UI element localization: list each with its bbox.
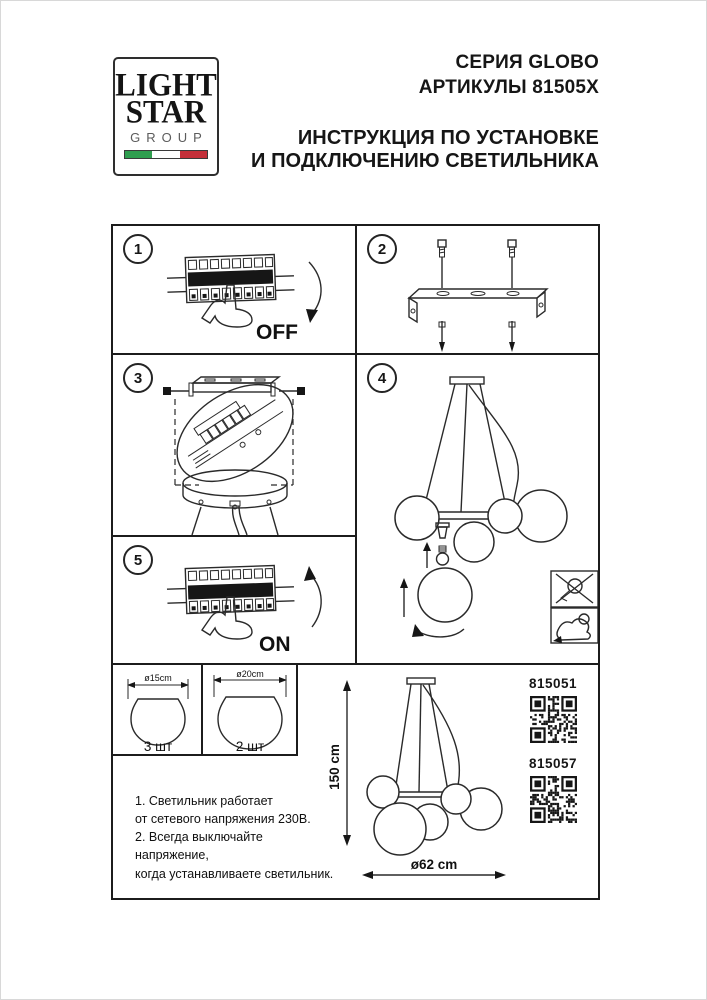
step-3-panel [113, 355, 355, 535]
globe-20cm-dim: ø20cm [236, 669, 264, 679]
canopy [183, 470, 287, 509]
suspension-and-wires [192, 506, 278, 535]
bulb-icon [437, 546, 449, 565]
screw-icon [438, 240, 516, 288]
articles-line: АРТИКУЛЫ 81505X [418, 77, 599, 98]
suspension-rods [423, 384, 518, 513]
step-4-panel [357, 355, 598, 664]
note-line-3: 2. Всегда выключайте напряжение, [135, 830, 263, 863]
globe-15cm-dim: ø15cm [144, 673, 172, 683]
breaker-strip [166, 565, 294, 614]
globe-20cm-drawing [213, 669, 287, 754]
height-dimension-label: 150 cm [327, 744, 342, 790]
logo-word-light: LIGHT [115, 65, 217, 104]
width-dimension [362, 857, 506, 879]
step-5-number: 5 [123, 545, 153, 575]
article-number-815057: 815057 [528, 756, 578, 771]
series-title: СЕРИЯ GLOBO [455, 52, 599, 73]
safety-notes [135, 792, 335, 883]
instruction-title-line1: ИНСТРУКЦИЯ ПО УСТАНОВКЕ [297, 127, 599, 149]
step-1-panel [113, 226, 355, 353]
turn-off-arrow-icon [306, 262, 321, 323]
side-screw-icon [163, 387, 305, 395]
instruction-board [111, 224, 600, 900]
note-line-4: когда устанавливаете светильник. [135, 866, 334, 881]
globe-15cm-drawing [127, 673, 189, 754]
ceiling-plate [450, 377, 484, 384]
assembly-drawing [357, 355, 598, 664]
article-number-815051: 815051 [528, 676, 578, 691]
warning-no-bare-bulb [551, 571, 598, 607]
step-3-number: 3 [123, 363, 153, 393]
italian-flag-icon [124, 150, 208, 159]
lightstar-logo [113, 57, 219, 176]
width-dimension-label: ø62 cm [410, 857, 458, 872]
chandelier-drawing [367, 678, 502, 855]
off-label: OFF [256, 321, 298, 344]
terminal-block-magnifier [160, 365, 311, 502]
globe-20cm-count: 2 шт [235, 739, 265, 754]
step-5-panel [113, 537, 355, 663]
step-2-panel [357, 226, 598, 353]
qr-code-815057 [530, 776, 577, 823]
step-2-number: 2 [367, 234, 397, 264]
wall-anchor-icon [439, 321, 515, 352]
on-label: ON [259, 633, 291, 656]
header [251, 50, 599, 173]
ceiling-bracket [189, 377, 279, 396]
globe-insert [400, 568, 472, 637]
instruction-title [251, 127, 599, 173]
instruction-title-line2: И ПОДКЛЮЧЕНИЮ СВЕТИЛЬНИКА [250, 150, 599, 172]
bracket [409, 289, 547, 322]
warning-use-cloth [551, 608, 598, 643]
step-1-number: 1 [123, 234, 153, 264]
turn-on-arrow-icon [304, 566, 321, 627]
step-4-number: 4 [367, 363, 397, 393]
breaker-strip [166, 254, 294, 303]
insert-arrow-icon [423, 542, 431, 568]
logo-word-group: GROUP [130, 129, 208, 145]
note-line-1: 1. Светильник работает [135, 794, 273, 808]
qr-code-815051 [530, 696, 577, 743]
logo-word-star: STAR [125, 93, 207, 131]
globe-15cm-count: 3 шт [143, 739, 173, 754]
glass-globes [395, 490, 567, 562]
note-line-2: от сетевого напряжения 230В. [135, 812, 311, 827]
